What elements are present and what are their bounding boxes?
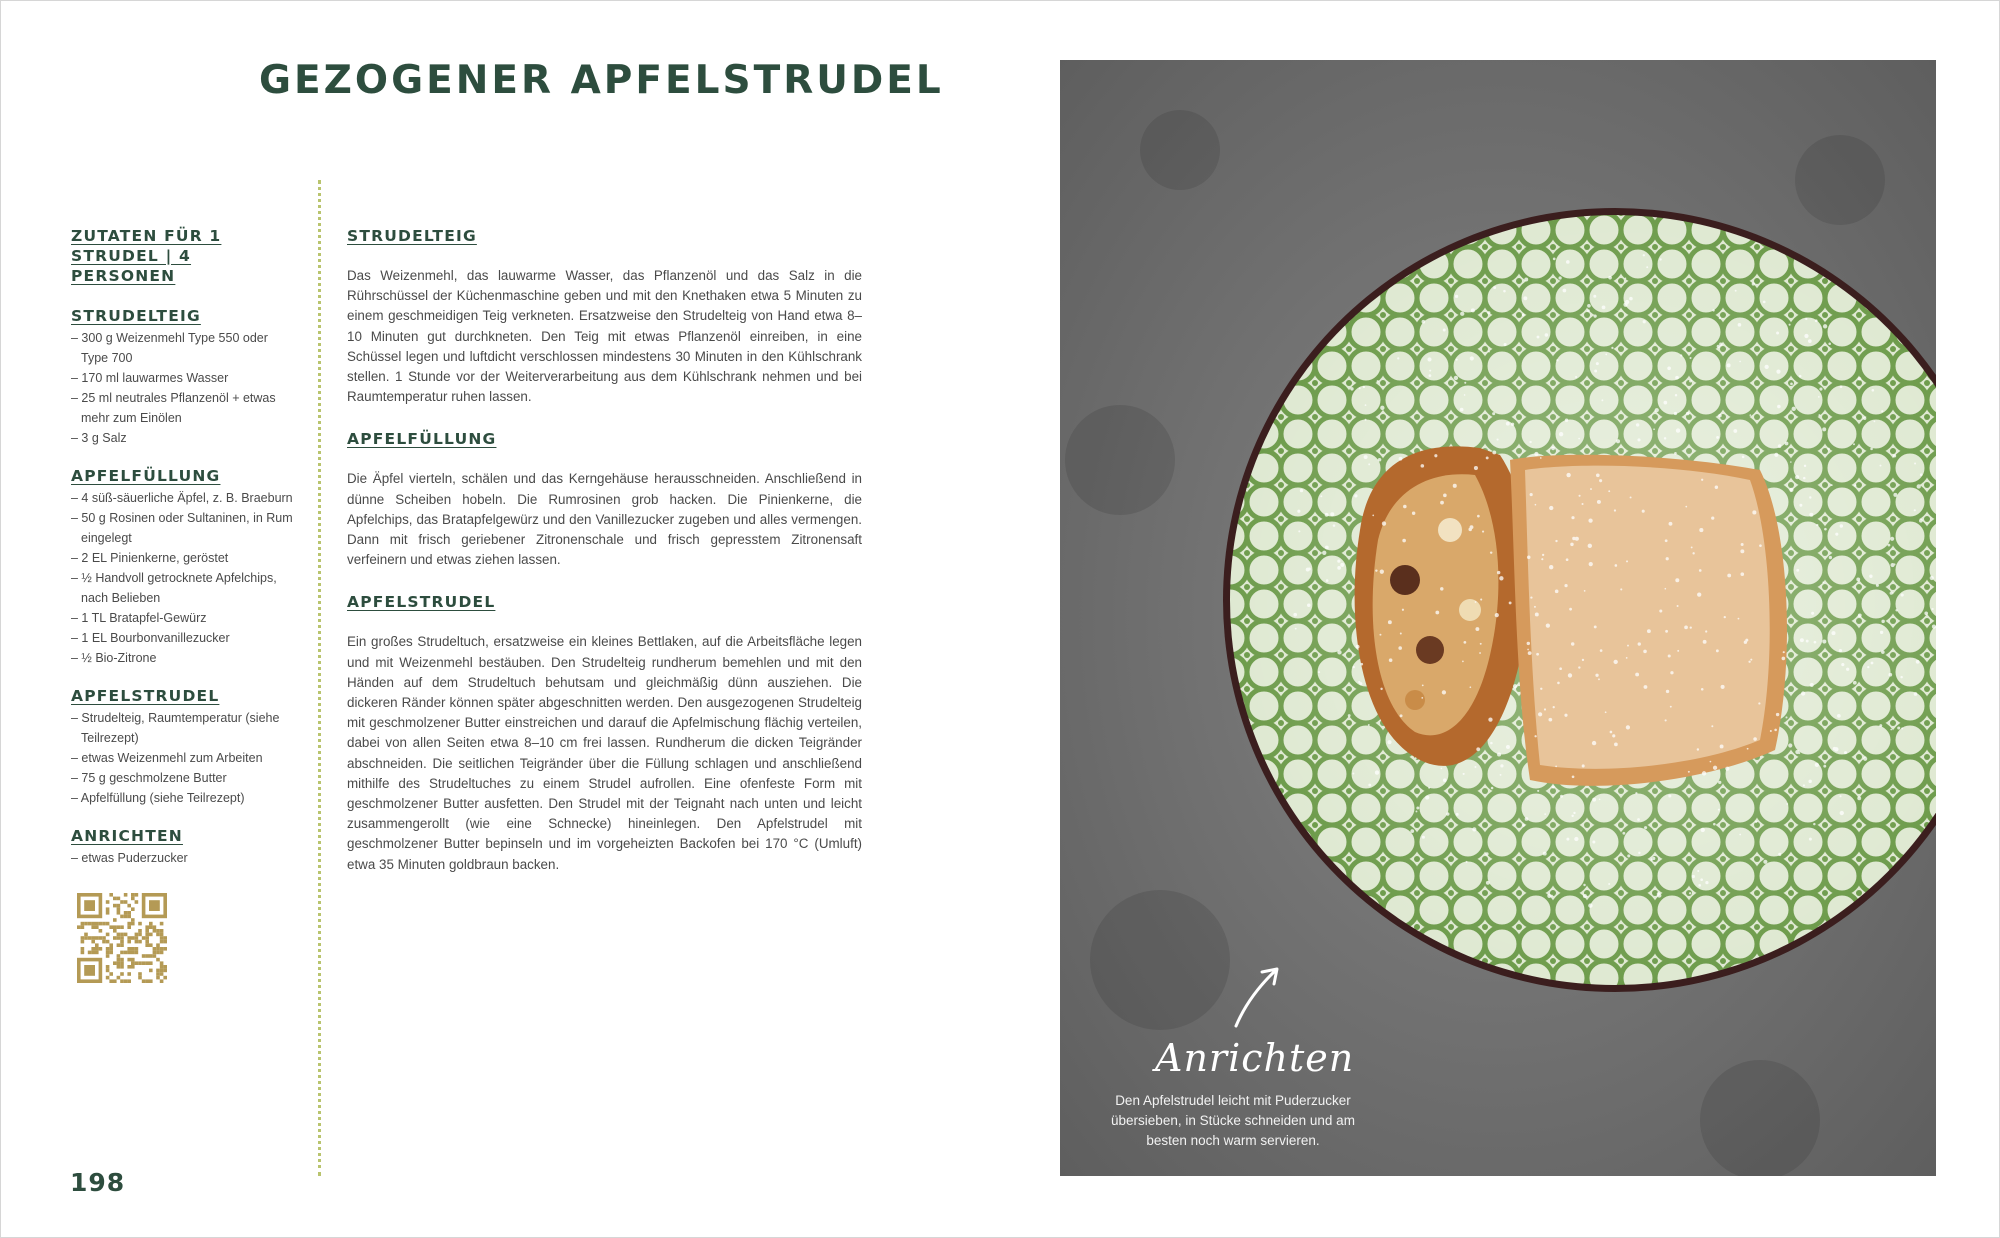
ingredient-section	[71, 826, 293, 868]
ingredient-item: – Strudelteig, Raumtemperatur (siehe Teilrezept)	[71, 711, 280, 745]
instruction-text: Das Weizenmehl, das lauwarme Wasser, das Pflanzenöl und das Salz in die Rührschüssel der Küchenmaschine geben und mit den Knethaken etwa 5 Minuten zu einem geschmeidigen Teig verkneten. Ersatzweise den Strudelteig von Hand etwa 8–10 Minuten gut durchkneten. Den Teig mit etwas Pflanzenöl einreiben, in eine Schüssel legen und luftdicht verschlossen mindestens 30 Minuten in den Kühlschrank stellen. 1 Stunde vor der Weiterverarbeitung aus dem Kühlschrank nehmen und bei Raumtemperatur ruhen lassen.	[347, 268, 862, 405]
arrow-up-right-icon	[1230, 962, 1290, 1032]
instruction-section	[347, 429, 862, 570]
ingredient-item: – ½ Handvoll getrocknete Apfelchips, nach Belieben	[71, 571, 277, 605]
instruction-section	[347, 226, 862, 407]
ingredient-item: – 300 g Weizenmehl Type 550 oder Type 700	[71, 331, 268, 365]
ingredient-section-heading: ANRICHTEN	[71, 827, 183, 845]
caption-text: Den Apfelstrudel leicht mit Puderzucker übersieben, in Stücke schneiden und am besten noch warm servieren.	[1111, 1093, 1355, 1148]
ingredient-item: – 25 ml neutrales Pflanzenöl + etwas mehr zum Einölen	[71, 391, 276, 425]
ingredient-item: – 1 TL Bratapfel-Gewürz	[71, 611, 207, 625]
ingredient-item: – 170 ml lauwarmes Wasser	[71, 371, 229, 385]
ingredient-section	[71, 686, 293, 808]
instruction-text: Ein großes Strudeltuch, ersatzweise ein kleines Bettlaken, auf die Arbeitsfläche legen und mit Weizenmehl bestäuben. Den Strudelteig rundherum bemehlen und mit den Händen auf dem Strudeltuch behutsam und gleichmäßig dünn ausziehen. Die dickeren Ränder können später abgeschnitten werden. Den ausgezogenen Strudelteig mit geschmolzener Butter einstreichen und darauf die Apfelmischung flächig verteilen, dabei von allen Seiten etwa 8–10 cm frei lassen. Rundherum die dicken Teigränder abschneiden. Die seitlichen Teigränder über die Füllung schlagen und anschließend mithilfe des Strudeltuches zu einem Strudel aufrollen. Eine ofenfeste Form mit geschmolzener Butter ausfetten. Den Strudel mit der Teignaht nach unten und leicht zusammengerollt (wie eine Schnecke) hineinlegen. Den Apfelstrudel mit geschmolzener Butter bepinseln und im vorgeheizten Backofen bei 170 °C (Umluft) etwa 35 Minuten goldbraun backen.	[347, 634, 862, 872]
recipe-title: GEZOGENER APFELSTRUDEL	[259, 58, 944, 103]
ingredient-item: – 50 g Rosinen oder Sultaninen, in Rum eingelegt	[71, 511, 293, 545]
page-number: 198	[70, 1168, 126, 1197]
ingredient-section	[71, 306, 293, 448]
ingredient-item: – 75 g geschmolzene Butter	[71, 771, 227, 785]
ingredient-item: – 4 süß-säuerliche Äpfel, z. B. Braeburn	[71, 491, 293, 505]
ingredient-item: – Apfelfüllung (siehe Teilrezept)	[71, 791, 245, 805]
instructions-column	[347, 226, 862, 897]
instruction-text: Die Äpfel vierteln, schälen und das Kerngehäuse herausschneiden. Anschließend in dünne Scheiben hobeln. Die Rumrosinen grob hacken. Die Pinienkerne, die Apfelchips, das Bratapfelgewürz und den Vanillezucker zugeben und alles vermengen. Dann mit frisch geriebener Zitronenschale und frisch gepresstem Zitronensaft verfeinern und etwas ziehen lassen.	[347, 471, 862, 568]
ingredient-item: – 3 g Salz	[71, 431, 127, 445]
ingredient-sections	[71, 306, 293, 868]
ingredient-item: – 1 EL Bourbonvanillezucker	[71, 631, 230, 645]
ingredient-section-heading: APFELFÜLLUNG	[71, 467, 221, 485]
ingredient-item: – ½ Bio-Zitrone	[71, 651, 157, 665]
ingredient-section-heading: APFELSTRUDEL	[71, 687, 220, 705]
ingredient-item: – etwas Puderzucker	[71, 851, 188, 865]
column-divider	[318, 180, 321, 1176]
strudel-photo-image	[1060, 60, 1936, 1176]
instruction-heading: APFELSTRUDEL	[347, 593, 496, 612]
ingredients-heading: ZUTATEN FÜR 1 STRUDEL | 4 PERSONEN	[71, 227, 222, 285]
strudel-photo	[1060, 60, 1936, 1176]
ingredient-item: – 2 EL Pinienkerne, geröstet	[71, 551, 229, 565]
ingredient-section	[71, 466, 293, 668]
qr-code-icon[interactable]	[77, 893, 167, 983]
ingredient-item: – etwas Weizenmehl zum Arbeiten	[71, 751, 263, 765]
caption-heading: Anrichten	[1155, 1036, 1355, 1080]
instruction-section	[347, 592, 862, 874]
instruction-heading: STRUDELTEIG	[347, 227, 477, 245]
ingredient-section-heading: STRUDELTEIG	[71, 307, 201, 325]
instruction-heading: APFELFÜLLUNG	[347, 430, 497, 449]
ingredients-column	[71, 226, 293, 886]
